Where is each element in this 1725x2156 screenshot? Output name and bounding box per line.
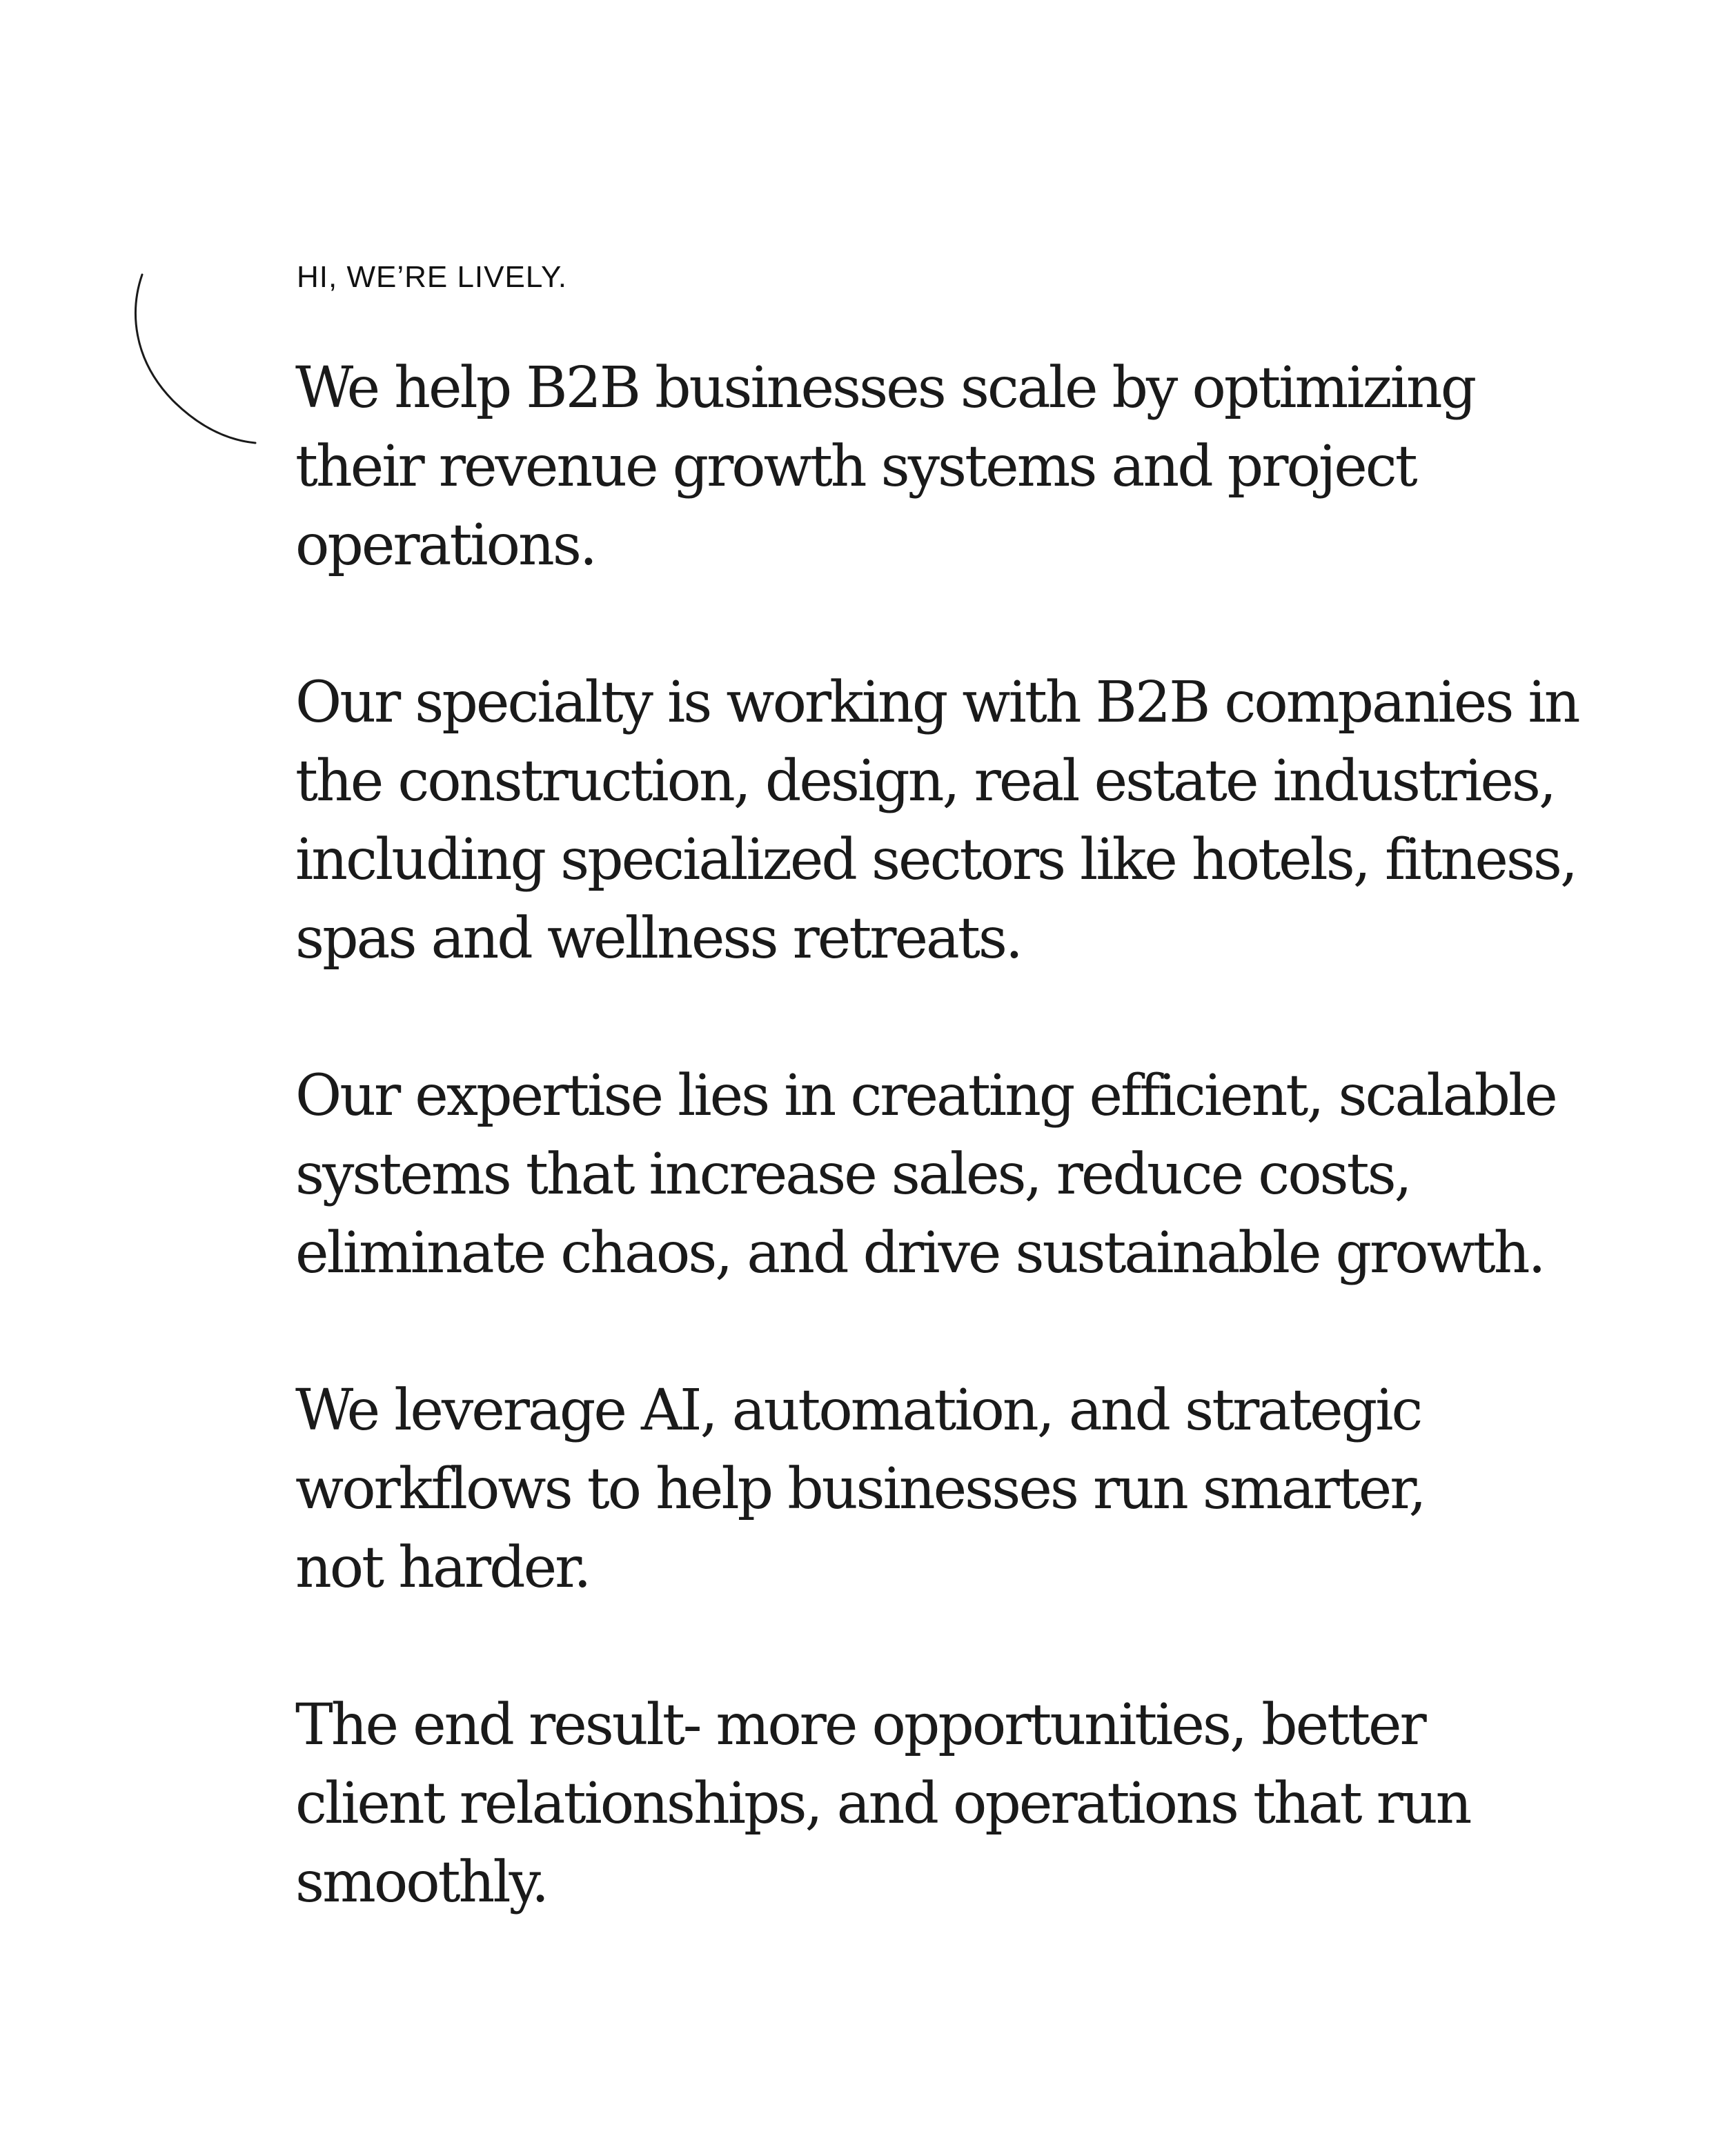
paragraph-line: We leverage AI, automation, and strategic <box>295 1378 1421 1443</box>
paragraph-ai-automation <box>295 1372 1606 1608</box>
paragraph-line: not harder. <box>295 1535 590 1601</box>
body-copy <box>295 349 1606 2001</box>
paragraph-specialty <box>295 664 1606 978</box>
paragraph-line: workflows to help businesses run smarter, <box>295 1456 1425 1522</box>
paragraph-line: including specialized sectors like hotels, fitness, <box>295 827 1577 893</box>
paragraph-end-result <box>295 1686 1606 1922</box>
paragraph-line: systems that increase sales, reduce costs, <box>295 1142 1410 1207</box>
paragraph-intro <box>295 349 1606 585</box>
eyebrow-heading: HI, WE’RE LIVELY. <box>297 260 567 294</box>
paragraph-line: The end result- more opportunities, better <box>295 1692 1425 1758</box>
paragraph-line: spas and wellness retreats. <box>295 906 1021 971</box>
paragraph-line: the construction, design, real estate industries, <box>295 749 1555 814</box>
paragraph-line: Our specialty is working with B2B companies in <box>295 670 1579 735</box>
paragraph-line: We help B2B businesses scale by optimizing <box>295 355 1475 421</box>
paragraph-line: client relationships, and operations that run <box>295 1771 1470 1837</box>
paragraph-line: eliminate chaos, and drive sustainable growth. <box>295 1220 1544 1286</box>
paragraph-line: Our expertise lies in creating efficient, scalable <box>295 1063 1556 1129</box>
paragraph-line: their revenue growth systems and project <box>295 434 1416 500</box>
paragraph-expertise <box>295 1057 1606 1293</box>
paragraph-line: smoothly. <box>295 1850 548 1915</box>
decorative-arc-stroke <box>124 262 276 455</box>
paragraph-line: operations. <box>295 513 595 578</box>
